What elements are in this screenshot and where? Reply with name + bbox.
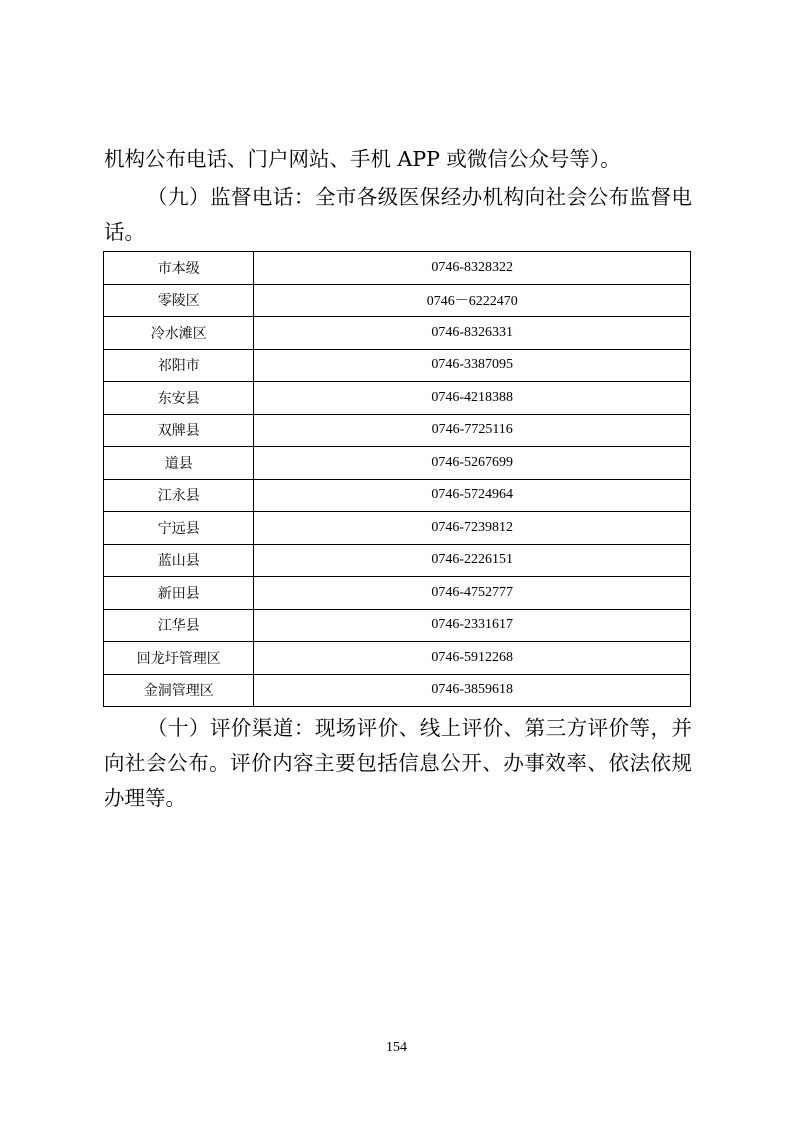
paragraph-evaluation-channels: （十）评价渠道：现场评价、线上评价、第三方评价等，并向社会公布。评价内容主要包括信息公开、办事效率、依法依规办理等。 — [104, 716, 692, 810]
region-cell: 江华县 — [104, 609, 254, 642]
table-row — [104, 349, 691, 382]
region-cell: 蓝山县 — [104, 544, 254, 577]
phone-cell: 0746-5912268 — [254, 642, 691, 675]
phone-cell: 0746-2331617 — [254, 609, 691, 642]
table-row — [104, 447, 691, 480]
phone-cell: 0746-3387095 — [254, 349, 691, 382]
table-row — [104, 609, 691, 642]
phone-cell: 0746-4752777 — [254, 577, 691, 610]
phone-cell: 0746-8326331 — [254, 317, 691, 350]
table-row — [104, 317, 691, 350]
table-row — [104, 414, 691, 447]
region-cell: 江永县 — [104, 479, 254, 512]
phone-cell: 0746-8328322 — [254, 252, 691, 285]
phone-cell: 0746-3859618 — [254, 674, 691, 707]
page-number: 154 — [386, 1040, 407, 1055]
phone-cell: 0746－6222470 — [254, 284, 691, 317]
table-row — [104, 252, 691, 285]
phone-cell: 0746-4218388 — [254, 382, 691, 415]
table-row — [104, 544, 691, 577]
region-cell: 市本级 — [104, 252, 254, 285]
region-cell: 祁阳市 — [104, 349, 254, 382]
region-cell: 双牌县 — [104, 414, 254, 447]
phone-cell: 0746-7239812 — [254, 512, 691, 545]
table-row — [104, 479, 691, 512]
paragraph-supervision-phone: （九）监督电话：全市各级医保经办机构向社会公布监督电话。 — [104, 185, 692, 244]
table-row — [104, 382, 691, 415]
table-row — [104, 642, 691, 675]
region-cell: 零陵区 — [104, 284, 254, 317]
table-row — [104, 284, 691, 317]
phone-cell: 0746-5267699 — [254, 447, 691, 480]
table-row — [104, 674, 691, 707]
phone-cell: 0746-5724964 — [254, 479, 691, 512]
region-cell: 新田县 — [104, 577, 254, 610]
table-row — [104, 577, 691, 610]
phone-cell: 0746-7725116 — [254, 414, 691, 447]
table-row — [104, 512, 691, 545]
phone-cell: 0746-2226151 — [254, 544, 691, 577]
region-cell: 金洞管理区 — [104, 674, 254, 707]
region-cell: 回龙圩管理区 — [104, 642, 254, 675]
region-cell: 东安县 — [104, 382, 254, 415]
region-cell: 宁远县 — [104, 512, 254, 545]
region-cell: 道县 — [104, 447, 254, 480]
paragraph-continuation: 机构公布电话、门户网站、手机 APP 或微信公众号等）。 — [104, 147, 621, 171]
supervision-phone-table — [103, 251, 691, 707]
region-cell: 冷水滩区 — [104, 317, 254, 350]
